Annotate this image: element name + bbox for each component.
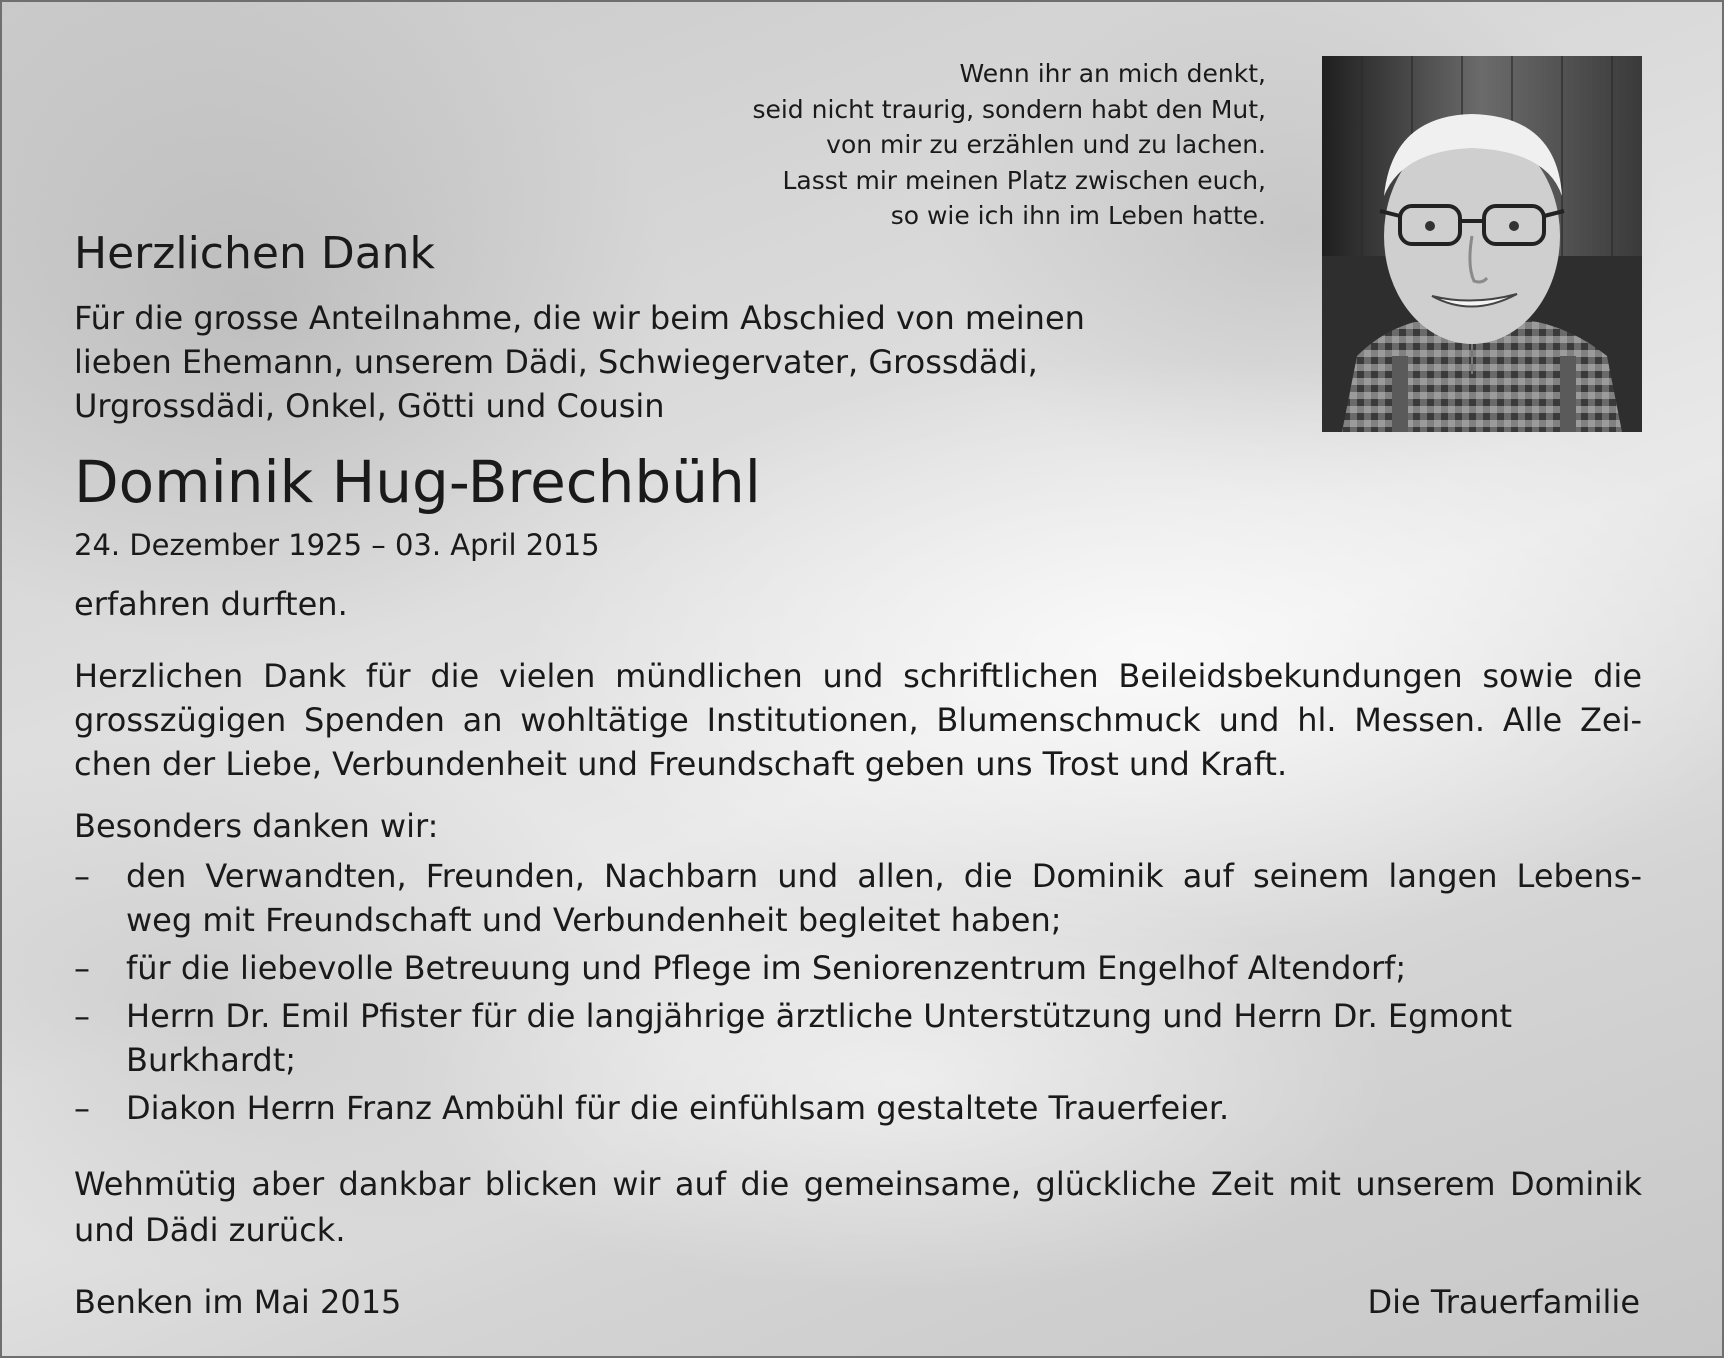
dash-bullet: – (74, 949, 90, 987)
intro-line: lieben Ehemann, unserem Dädi, Schwiegervater, Grossdädi, (74, 343, 1038, 381)
list-item-line: für die liebevolle Betreuung und Pflege im Seniorenzentrum Engelhof Altendorf; (126, 949, 1407, 987)
intro-text (74, 296, 1085, 428)
signature: Die Trauerfamilie (1367, 1283, 1640, 1321)
list-item-line: Herrn Dr. Emil Pfister für die langjährige ärztliche Unterstützung und Herrn Dr. Egmont (126, 997, 1513, 1035)
intro-line: Für die grosse Anteilnahme, die wir beim Abschied von meinen (74, 299, 1085, 337)
deceased-name: Dominik Hug-Brechbühl (74, 448, 761, 516)
paragraph-line: grosszügigen Spenden an wohltätige Institutionen, Blumenschmuck und hl. Messen. Alle Zei- (74, 701, 1642, 739)
list-item (74, 854, 1642, 942)
special-thanks-heading: Besonders danken wir: (74, 807, 439, 845)
place-date: Benken im Mai 2015 (74, 1283, 402, 1321)
list-item-line: Diakon Herrn Franz Ambühl für die einfühlsam gestaltete Trauerfeier. (126, 1089, 1230, 1127)
quote-line: seid nicht traurig, sondern habt den Mut, (752, 94, 1266, 124)
quote-line: Lasst mir meinen Platz zwischen euch, (782, 165, 1266, 195)
list-item (74, 946, 1642, 990)
dash-bullet: – (74, 857, 90, 895)
thanks-list (74, 854, 1642, 1130)
list-item-line: Burkhardt; (126, 1041, 297, 1079)
portrait-illustration (1322, 56, 1642, 432)
quote-line: von mir zu erzählen und zu lachen. (826, 130, 1266, 159)
quote-line: Wenn ihr an mich denkt, (959, 59, 1266, 88)
dash-bullet: – (74, 997, 90, 1035)
portrait-photo (1322, 56, 1642, 432)
memorial-quote (562, 56, 1266, 234)
closing-paragraph (74, 1162, 1642, 1254)
paragraph-line: Herzlichen Dank für die vielen mündlichen und schriftlichen Beileidsbekundungen sowie die (74, 657, 1642, 695)
list-item-line: weg mit Freundschaft und Verbundenheit begleitet haben; (126, 901, 1062, 939)
heading-thanks: Herzlichen Dank (74, 228, 436, 279)
closing-line: Wehmütig aber dankbar blicken wir auf die gemeinsame, glückliche Zeit mit unserem Dominik (74, 1165, 1642, 1203)
list-item (74, 994, 1642, 1082)
dash-bullet: – (74, 1089, 90, 1127)
list-item (74, 1086, 1642, 1130)
life-dates: 24. Dezember 1925 – 03. April 2015 (74, 528, 600, 562)
intro-ending: erfahren durften. (74, 585, 348, 623)
list-item-line: den Verwandten, Freunden, Nachbarn und allen, die Dominik auf seinem langen Lebens- (126, 857, 1642, 895)
paragraph-line: chen der Liebe, Verbundenheit und Freundschaft geben uns Trost und Kraft. (74, 745, 1288, 783)
intro-line: Urgrossdädi, Onkel, Götti und Cousin (74, 387, 665, 425)
thanks-paragraph (74, 654, 1642, 786)
closing-line: und Dädi zurück. (74, 1211, 346, 1249)
quote-line: so wie ich ihn im Leben hatte. (890, 201, 1266, 230)
